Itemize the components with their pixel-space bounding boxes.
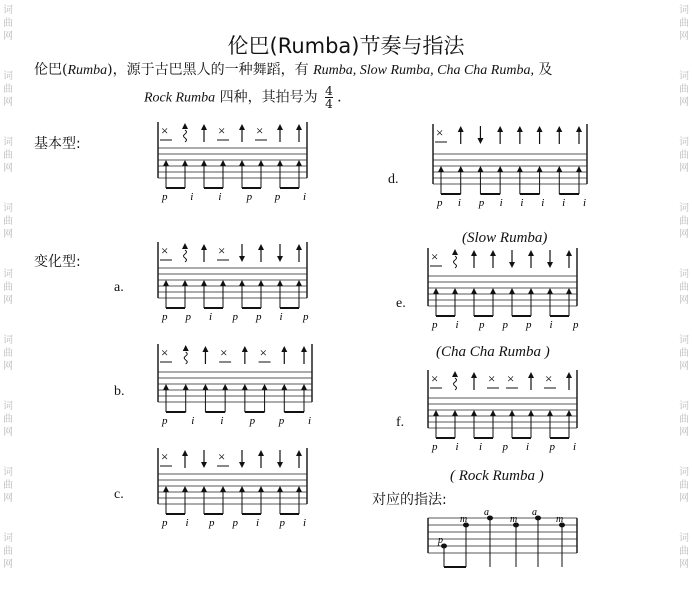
finger-label: a <box>484 508 489 518</box>
watermark-char: 曲 <box>3 282 13 293</box>
finger-label: i <box>209 311 213 323</box>
rhythm-staff-a <box>150 240 315 325</box>
note-head-arrow <box>438 166 444 172</box>
finger-label: i <box>455 319 459 331</box>
finger-label: p <box>249 415 256 427</box>
note-head-arrow <box>547 288 553 294</box>
note-head-arrow <box>262 384 268 390</box>
finger-label: p <box>573 319 579 331</box>
watermark-char: 网 <box>679 229 689 240</box>
finger-label: p <box>437 197 443 209</box>
strum-up-arrow <box>281 346 287 352</box>
watermark-char: 词 <box>679 269 689 280</box>
watermark-char: 词 <box>679 203 689 214</box>
arpeggio-roll <box>184 250 187 262</box>
strum-mute-mark: × <box>431 371 439 386</box>
finger-label: i <box>549 319 553 331</box>
note-head-arrow <box>163 486 169 492</box>
finger-label: i <box>191 415 195 427</box>
strum-up-arrow <box>452 249 458 255</box>
note-head-arrow <box>490 288 496 294</box>
variation-pattern-label: 变化型: <box>34 254 81 270</box>
strum-down-arrow <box>277 462 283 468</box>
watermark-char: 曲 <box>3 84 13 95</box>
watermark-char: 曲 <box>3 150 13 161</box>
strum-mute-mark: × <box>161 449 169 464</box>
label-a: a. <box>114 280 124 295</box>
finger-label: i <box>520 197 524 209</box>
strum-up-arrow <box>277 124 283 130</box>
caption-slow-rumba: (Slow Rumba) <box>462 230 548 246</box>
strum-down-arrow <box>277 256 283 262</box>
strum-mute-mark: × <box>161 123 169 138</box>
note-head-arrow <box>258 280 264 286</box>
finger-label: p <box>232 517 238 529</box>
watermark-char: 曲 <box>679 282 689 293</box>
strum-mute-mark: × <box>507 371 515 386</box>
finger-label: m <box>556 514 564 525</box>
finger-label: i <box>218 191 222 203</box>
note-head-arrow <box>239 160 245 166</box>
finger-label: p <box>232 311 238 323</box>
watermark-char: 网 <box>3 97 13 108</box>
strum-up-arrow <box>471 372 477 378</box>
strum-up-arrow <box>528 372 534 378</box>
note-head-arrow <box>528 410 534 416</box>
note-head-arrow <box>433 288 439 294</box>
watermark-char: 曲 <box>3 546 13 557</box>
finger-label: i <box>308 415 312 427</box>
finger-label: p <box>502 319 508 331</box>
intro-line-2: Rock Rumba 四种，其拍号为 $\frac{4}{4}$ . <box>144 84 342 111</box>
finger-label: p <box>279 517 285 529</box>
finger-label: i <box>541 197 545 209</box>
page-title: 伦巴(Rumba)节奏与指法 <box>227 34 465 58</box>
finger-label: i <box>185 517 189 529</box>
note-head-arrow <box>220 280 226 286</box>
watermark-char: 网 <box>679 163 689 174</box>
label-e: e. <box>396 296 406 311</box>
arpeggio-roll <box>454 256 457 268</box>
rhythm-staff-rock <box>420 508 585 576</box>
arpeggio-roll <box>184 130 187 142</box>
note-head-arrow <box>202 384 208 390</box>
finger-label: m <box>510 514 518 525</box>
strum-mute-mark: × <box>436 125 444 140</box>
finger-label: a <box>532 508 537 518</box>
strum-up-arrow <box>537 126 543 132</box>
finger-label: p <box>526 319 532 331</box>
note-head-arrow <box>556 166 562 172</box>
rhythm-staff-c <box>150 446 315 531</box>
note-head-arrow <box>471 288 477 294</box>
strum-mute-mark: × <box>220 345 228 360</box>
watermark-char: 网 <box>679 493 689 504</box>
finger-label: p <box>549 441 555 453</box>
note-head-arrow <box>517 166 523 172</box>
arpeggio-roll <box>184 352 187 364</box>
note-head-arrow <box>452 288 458 294</box>
watermark-char: 词 <box>3 137 13 148</box>
strum-down-arrow <box>509 262 515 268</box>
note-head-arrow <box>296 280 302 286</box>
strum-mute-mark: × <box>256 123 264 138</box>
watermark-char: 词 <box>679 467 689 478</box>
strum-up-arrow <box>566 372 572 378</box>
note-head-arrow <box>182 280 188 286</box>
strum-up-arrow <box>201 124 207 130</box>
note-head-arrow <box>201 160 207 166</box>
finger-label: i <box>303 517 307 529</box>
watermark-char: 网 <box>679 427 689 438</box>
strum-up-arrow <box>452 371 458 377</box>
note-head-arrow <box>547 410 553 416</box>
strum-up-arrow <box>296 124 302 130</box>
finger-label: i <box>457 197 461 209</box>
finger-label: i <box>526 441 530 453</box>
note-head-arrow <box>509 288 515 294</box>
watermark-char: 网 <box>3 427 13 438</box>
watermark-char: 曲 <box>679 18 689 29</box>
strum-up-arrow <box>182 243 188 249</box>
finger-label: i <box>573 441 577 453</box>
strum-up-arrow <box>497 126 503 132</box>
right-watermark-column <box>676 0 692 571</box>
watermark-char: 曲 <box>3 414 13 425</box>
strum-mute-mark: × <box>259 345 267 360</box>
finger-label: i <box>499 197 503 209</box>
watermark-char: 网 <box>3 559 13 570</box>
watermark-char: 网 <box>3 493 13 504</box>
strum-up-arrow <box>258 450 264 456</box>
strum-up-arrow <box>183 345 189 351</box>
watermark-char: 网 <box>3 361 13 372</box>
arpeggio-roll <box>454 378 457 390</box>
time-signature: $\frac{4}{4}$ <box>325 84 333 111</box>
note-head-arrow <box>458 166 464 172</box>
strum-up-arrow <box>258 244 264 250</box>
note-head-arrow <box>163 280 169 286</box>
finger-label: p <box>432 319 438 331</box>
note-head-arrow <box>471 410 477 416</box>
finger-label: p <box>162 191 168 203</box>
finger-label: i <box>303 191 307 203</box>
note-head-arrow <box>239 486 245 492</box>
label-f: f. <box>396 415 405 430</box>
watermark-char: 词 <box>3 533 13 544</box>
finger-label: p <box>479 319 485 331</box>
note-head-arrow <box>183 384 189 390</box>
strum-up-arrow <box>471 250 477 256</box>
note-head-arrow <box>239 280 245 286</box>
watermark-char: 网 <box>3 229 13 240</box>
finger-label: p <box>246 191 253 203</box>
label-c: c. <box>114 487 124 502</box>
watermark-char: 网 <box>679 295 689 306</box>
watermark-char: 网 <box>679 559 689 570</box>
note-head-arrow <box>258 160 264 166</box>
finger-label: p <box>303 311 309 323</box>
note-head-arrow <box>222 384 228 390</box>
strum-down-arrow <box>239 256 245 262</box>
strum-down-arrow <box>547 262 553 268</box>
note-head-arrow <box>242 384 248 390</box>
note-head-arrow <box>277 160 283 166</box>
note-head-arrow <box>277 280 283 286</box>
finger-label: i <box>562 197 566 209</box>
basic-pattern-label: 基本型: <box>34 136 81 152</box>
watermark-char: 词 <box>679 5 689 16</box>
rhythm-staff-f <box>420 368 585 456</box>
watermark-char: 网 <box>3 31 13 42</box>
strum-up-arrow <box>182 450 188 456</box>
note-head-arrow <box>301 384 307 390</box>
watermark-char: 词 <box>679 533 689 544</box>
strum-mute-mark: × <box>431 249 439 264</box>
watermark-char: 曲 <box>3 480 13 491</box>
watermark-char: 网 <box>679 97 689 108</box>
watermark-char: 词 <box>3 269 13 280</box>
note-head-arrow <box>201 486 207 492</box>
left-watermark-column <box>0 0 16 571</box>
note-head-arrow <box>296 486 302 492</box>
finger-label: i <box>479 441 483 453</box>
strum-up-arrow <box>242 346 248 352</box>
strum-up-arrow <box>202 346 208 352</box>
label-d: d. <box>388 172 399 187</box>
finger-label: p <box>162 311 168 323</box>
rhythm-staff-basic <box>150 120 315 205</box>
strum-up-arrow <box>517 126 523 132</box>
strum-up-arrow <box>296 244 302 250</box>
watermark-char: 词 <box>679 71 689 82</box>
finger-label: i <box>455 441 459 453</box>
finger-label: m <box>460 514 468 525</box>
finger-label: p <box>438 535 443 546</box>
watermark-char: 曲 <box>3 216 13 227</box>
strum-mute-mark: × <box>161 243 169 258</box>
watermark-char: 网 <box>679 31 689 42</box>
watermark-char: 曲 <box>3 348 13 359</box>
finger-label: p <box>502 441 508 453</box>
note-head-arrow <box>537 166 543 172</box>
note-head-arrow <box>182 486 188 492</box>
strum-mute-mark: × <box>218 243 226 258</box>
note-head-arrow <box>163 160 169 166</box>
rhythm-staff-d <box>425 122 595 217</box>
strum-up-arrow <box>296 450 302 456</box>
strum-up-arrow <box>566 250 572 256</box>
finger-label: p <box>209 517 215 529</box>
note-head-arrow <box>509 410 515 416</box>
watermark-char: 词 <box>3 401 13 412</box>
strum-up-arrow <box>576 126 582 132</box>
strum-up-arrow <box>528 250 534 256</box>
watermark-char: 词 <box>679 335 689 346</box>
watermark-char: 词 <box>3 335 13 346</box>
note-head-arrow <box>576 166 582 172</box>
watermark-char: 词 <box>3 5 13 16</box>
finger-label: p <box>478 197 485 209</box>
watermark-char: 词 <box>3 71 13 82</box>
note-head-arrow <box>201 280 207 286</box>
watermark-char: 曲 <box>679 84 689 95</box>
watermark-char: 网 <box>3 295 13 306</box>
finger-label: p <box>432 441 438 453</box>
rhythm-staff-e <box>420 246 585 334</box>
finger-label: p <box>274 191 281 203</box>
finger-label: i <box>279 311 283 323</box>
label-b: b. <box>114 384 125 399</box>
finger-label: i <box>256 517 260 529</box>
finger-label: p <box>162 517 168 529</box>
intro-paragraph <box>34 60 674 110</box>
finger-label: p <box>256 311 262 323</box>
note-head-arrow <box>258 486 264 492</box>
strum-mute-mark: × <box>161 345 169 360</box>
watermark-char: 曲 <box>679 480 689 491</box>
strum-up-arrow <box>490 250 496 256</box>
finger-label: p <box>185 311 191 323</box>
strum-up-arrow <box>182 123 188 129</box>
caption-rock-rumba: ( Rock Rumba ) <box>450 468 544 484</box>
fingering-label: 对应的指法: <box>372 492 447 508</box>
strum-down-arrow <box>477 138 483 144</box>
watermark-char: 网 <box>3 163 13 174</box>
note-head-arrow <box>220 160 226 166</box>
note-head-arrow <box>163 384 169 390</box>
strum-up-arrow <box>556 126 562 132</box>
finger-label: i <box>220 415 224 427</box>
watermark-char: 曲 <box>679 348 689 359</box>
strum-mute-mark: × <box>218 449 226 464</box>
note-head-arrow <box>566 288 572 294</box>
intro-line-1: 伦巴(Rumba)，源于古巴黑人的一种舞蹈，有 Rumba, Slow Rumba, Cha Cha Rumba, 及 <box>34 62 553 78</box>
finger-label: p <box>162 415 168 427</box>
finger-label: i <box>190 191 194 203</box>
note-head-arrow <box>433 410 439 416</box>
watermark-char: 词 <box>679 401 689 412</box>
note-head-arrow <box>277 486 283 492</box>
note-head-arrow <box>182 160 188 166</box>
rhythm-staff-b <box>150 342 320 432</box>
watermark-char: 曲 <box>679 150 689 161</box>
note-head-arrow <box>497 166 503 172</box>
strum-up-arrow <box>239 124 245 130</box>
caption-cha-cha-rumba: (Cha Cha Rumba ) <box>436 344 550 360</box>
strum-up-arrow <box>458 126 464 132</box>
watermark-char: 曲 <box>3 18 13 29</box>
note-head-arrow <box>281 384 287 390</box>
strum-up-arrow <box>301 346 307 352</box>
strum-mute-mark: × <box>218 123 226 138</box>
strum-up-arrow <box>201 244 207 250</box>
watermark-char: 曲 <box>679 546 689 557</box>
note-head-arrow <box>477 166 483 172</box>
note-head-arrow <box>220 486 226 492</box>
watermark-char: 词 <box>679 137 689 148</box>
watermark-char: 曲 <box>679 414 689 425</box>
note-head-arrow <box>566 410 572 416</box>
watermark-char: 网 <box>679 361 689 372</box>
note-head-arrow <box>528 288 534 294</box>
note-head-arrow <box>296 160 302 166</box>
finger-label: p <box>278 415 285 427</box>
strum-down-arrow <box>201 462 207 468</box>
strum-down-arrow <box>239 462 245 468</box>
watermark-char: 词 <box>3 467 13 478</box>
note-head-arrow <box>490 410 496 416</box>
note-head-arrow <box>452 410 458 416</box>
finger-label: i <box>583 197 587 209</box>
watermark-char: 词 <box>3 203 13 214</box>
strum-mute-mark: × <box>545 371 553 386</box>
watermark-char: 曲 <box>679 216 689 227</box>
strum-mute-mark: × <box>488 371 496 386</box>
